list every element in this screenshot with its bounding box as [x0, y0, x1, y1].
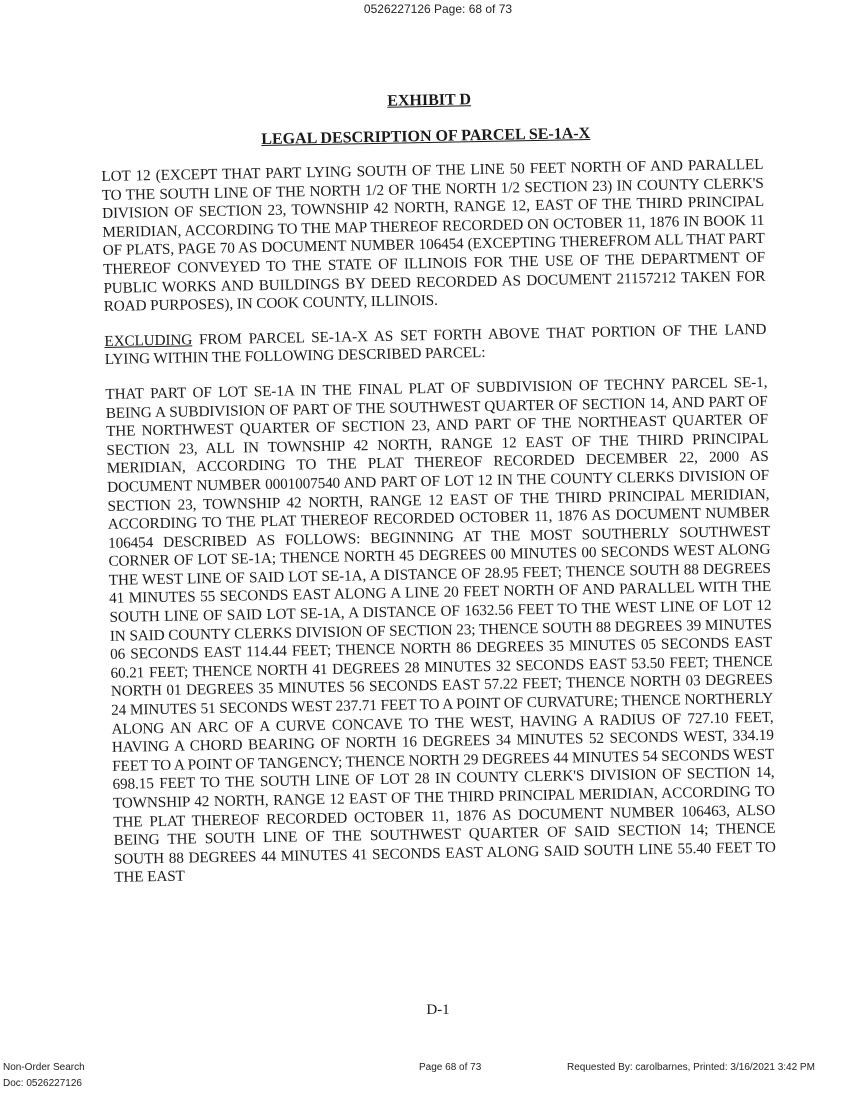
parcel-title: LEGAL DESCRIPTION OF PARCEL SE-1A-X — [261, 125, 591, 149]
page-number — [0, 1002, 848, 1019]
exclusion-text: FROM PARCEL SE-1A-X AS SET FORTH ABOVE THAT PORTION OF THE LAND LYING WITHIN THE FOLLOWING DESCRIBED PARCEL: — [104, 320, 767, 369]
footer-doc-number: Doc: 0526227126 — [3, 1078, 82, 1089]
recording-stamp — [0, 2, 848, 16]
footer-page-info: Page 68 of 73 — [419, 1062, 482, 1073]
exclusion-statement — [104, 321, 767, 370]
page-number-text: D-1 — [426, 1002, 450, 1018]
footer-requested-by: Requested By: carolbarnes, Printed: 3/16/2021 3:42 PM — [567, 1062, 815, 1073]
excluded-parcel-description: THAT PART OF LOT SE-1A IN THE FINAL PLAT OF SUBDIVISION OF TECHNY PARCEL SE-1, BEING A SUBDIVISION OF PART OF THE SOUTHWEST QUARTER OF SECTION 14, AND PART OF THE NORTHWEST QUARTER OF SECTION 23, AND PART OF THE NORTHEAST QUARTER OF SECTION 23, ALL IN TOWNSHIP 42 NORTH, RANGE 12 EAST OF THE THIRD PRINCIPAL MERIDIAN, ACCORDING TO THE PLAT THEREOF RECORDED DECEMBER 22, 2000 AS DOCUMENT NUMBER 0001007540 AND PART OF LOT 12 IN THE COUNTY CLERKS DIVISION OF SECTION 23, TOWNSHIP 42 NORTH, RANGE 12 EAST OF THE THIRD PRINCIPAL MERIDIAN, ACCORDING TO THE PLAT THEREOF RECORDED OCTOBER 11, 1876 AS DOCUMENT NUMBER 106454 DESCRIBED AS FOLLOWS: BEGINNING AT THE MOST SOUTHERLY SOUTHWEST CORNER OF LOT SE-1A; THENCE NORTH 45 DEGREES 00 MINUTES 00 SECONDS WEST ALONG THE WEST LINE OF SAID LOT SE-1A, A DISTANCE OF 28.95 FEET; THENCE SOUTH 88 DEGREES 41 MINUTES 55 SECONDS EAST ALONG A LINE 20 FEET NORTH OF AND PARALLEL WITH THE SOUTH LINE OF SAID LOT SE-1A, A DISTANCE OF 1632.56 FEET TO THE WEST LINE OF LOT 12 IN SAID COUNTY CLERKS DIVISION OF SECTION 23; THENCE SOUTH 88 DEGREES 39 MINUTES 06 SECONDS EAST 114.44 FEET; THENCE NORTH 86 DEGREES 35 MINUTES 05 SECONDS EAST 60.21 FEET; THENCE NORTH 41 DEGREES 28 MINUTES 32 SECONDS EAST 53.50 FEET; THENCE NORTH 01 DEGREES 35 MINUTES 56 SECONDS EAST 57.22 FEET; THENCE NORTH 03 DEGREES 24 MINUTES 51 SECONDS WEST 237.71 FEET TO A POINT OF CURVATURE; THENCE NORTHERLY ALONG AN ARC OF A CURVE CONCAVE TO THE WEST, HAVING A RADIUS OF 727.10 FEET, HAVING A CHORD BEARING OF NORTH 16 DEGREES 34 MINUTES 52 SECONDS WEST, 334.19 FEET TO A POINT OF TANGENCY; THENCE NORTH 29 DEGREES 44 MINUTES 54 SECONDS WEST 698.15 FEET TO THE SOUTH LINE OF LOT 28 IN COUNTY CLERK'S DIVISION OF SECTION 14, TOWNSHIP 42 NORTH, RANGE 12 EAST OF THE THIRD PRINCIPAL MERIDIAN, ACCORDING TO THE PLAT THEREOF RECORDED OCTOBER 11, 1876 AS DOCUMENT NUMBER 106463, ALSO BEING THE SOUTH LINE OF THE SOUTHWEST QUARTER OF SAID SECTION 14; THENCE SOUTH 88 DEGREES 44 MINUTES 41 SECONDS EAST ALONG SAID SOUTH LINE 55.40 FEET TO THE EAST — [105, 373, 776, 887]
exhibit-title: EXHIBIT D — [387, 91, 472, 110]
excluding-keyword: EXCLUDING — [104, 331, 193, 350]
document-body — [100, 86, 777, 904]
footer-search-type: Non-Order Search — [3, 1062, 85, 1073]
parcel-description: LOT 12 (EXCEPT THAT PART LYING SOUTH OF THE LINE 50 FEET NORTH OF AND PARALLEL TO THE SOUTH LINE OF THE NORTH 1/2 OF THE NORTH 1/2 SECTION 23) IN COUNTY CLERK'S DIVISION OF SECTION 23, TOWNSHIP 42 NORTH, RANGE 12, EAST OF THE THIRD PRINCIPAL MERIDIAN, ACCORDING TO THE MAP THEREOF RECORDED ON OCTOBER 11, 1876 IN BOOK 11 OF PLATS, PAGE 70 AS DOCUMENT NUMBER 106454 (EXCEPTING THEREFROM ALL THAT PART THEREOF CONVEYED TO THE STATE OF ILLINOIS FOR THE USE OF THE DEPARTMENT OF PUBLIC WORKS AND BUILDINGS BY DEED RECORDED AS DOCUMENT 21157212 TAKEN FOR ROAD PURPOSES), IN COOK COUNTY, ILLINOIS. — [101, 155, 766, 316]
recording-stamp-text: 0526227126 Page: 68 of 73 — [363, 2, 513, 16]
